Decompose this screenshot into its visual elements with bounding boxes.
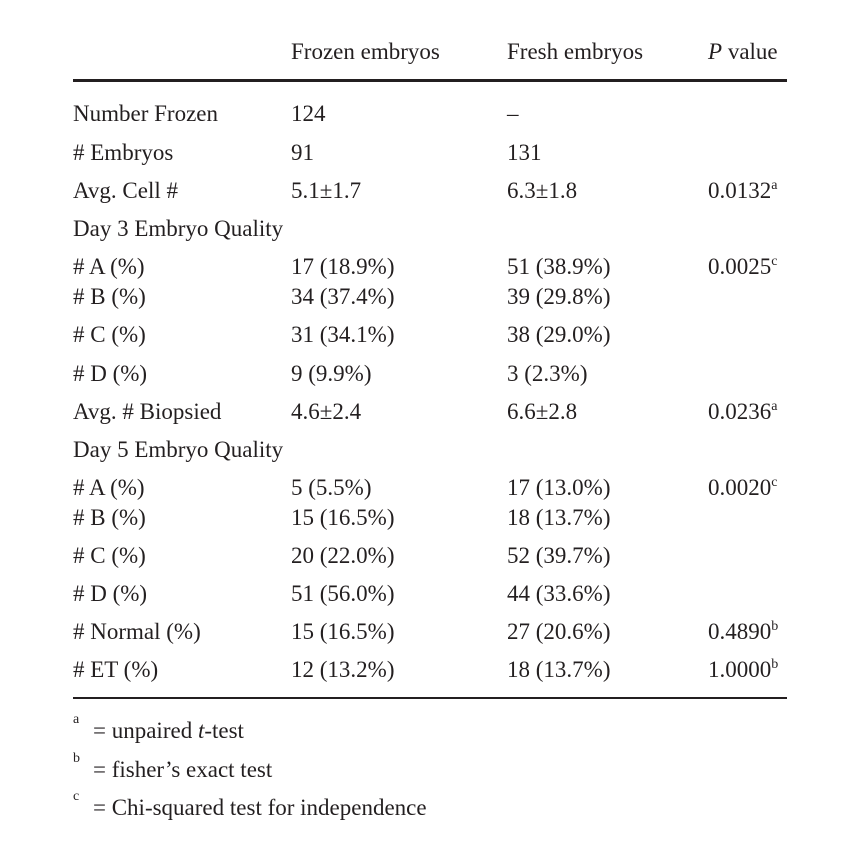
row-label: # C (%): [73, 543, 146, 568]
fresh-value: 44 (33.6%): [507, 581, 611, 606]
frozen-value: 15 (16.5%): [291, 505, 395, 530]
fresh-value: 39 (29.8%): [507, 284, 611, 309]
table-bottom-rule: [73, 697, 787, 699]
p-number: 0.0025: [708, 254, 772, 279]
p-footnote-mark: a: [771, 178, 778, 193]
frozen-value: 51 (56.0%): [291, 581, 395, 606]
frozen-value: 4.6±2.4: [291, 399, 362, 424]
fresh-value: 52 (39.7%): [507, 543, 611, 568]
fresh-value: 6.6±2.8: [507, 399, 578, 424]
header-fresh-embryos: Fresh embryos: [507, 39, 644, 64]
footnote-mark: b: [73, 751, 80, 766]
frozen-value: 91: [291, 140, 314, 165]
fresh-value: 6.3±1.8: [507, 178, 578, 203]
frozen-value: 5.1±1.7: [291, 178, 362, 203]
frozen-value: 12 (13.2%): [291, 657, 395, 682]
frozen-value: 124: [291, 101, 326, 126]
fresh-value: 17 (13.0%): [507, 475, 611, 500]
footnote-mark: a: [73, 712, 80, 727]
p-value: [708, 658, 778, 681]
p-value: [708, 620, 778, 643]
frozen-value: 5 (5.5%): [291, 475, 372, 500]
p-number: 0.0020: [708, 475, 772, 500]
p-value: [708, 255, 777, 278]
footnote-text-post: -test: [204, 718, 244, 743]
frozen-value: 20 (22.0%): [291, 543, 395, 568]
frozen-value: 31 (34.1%): [291, 322, 395, 347]
row-label: # C (%): [73, 322, 146, 347]
p-footnote-mark: c: [771, 475, 778, 490]
p-value: [708, 476, 777, 499]
row-label: # D (%): [73, 361, 148, 386]
fresh-value: 38 (29.0%): [507, 322, 611, 347]
row-label: # A (%): [73, 475, 145, 500]
p-footnote-mark: b: [771, 657, 779, 672]
header-frozen-embryos: Frozen embryos: [291, 39, 440, 64]
fresh-value: 3 (2.3%): [507, 361, 588, 386]
section-heading: Day 5 Embryo Quality: [73, 437, 284, 462]
fresh-value: 51 (38.9%): [507, 254, 611, 279]
p-number: 0.0236: [708, 399, 772, 424]
row-label: # D (%): [73, 581, 148, 606]
footnote-text: = Chi-squared test for independence: [93, 795, 427, 820]
fresh-value: 131: [507, 140, 542, 165]
p-footnote-mark: b: [771, 619, 779, 634]
footnote-mark: c: [73, 789, 80, 804]
row-label: # Normal (%): [73, 619, 201, 644]
footnote-text-pre: = unpaired: [93, 718, 198, 743]
fresh-value: –: [507, 101, 519, 126]
header-p-italic: P: [708, 39, 723, 64]
row-label: # ET (%): [73, 657, 159, 682]
row-label: Avg. Cell #: [73, 178, 178, 203]
header-p-rest: value: [722, 39, 778, 64]
p-number: 1.0000: [708, 657, 772, 682]
p-number: 0.0132: [708, 178, 772, 203]
p-value: [708, 400, 777, 423]
header-p-value: [708, 40, 778, 63]
row-label: # A (%): [73, 254, 145, 279]
fresh-value: 27 (20.6%): [507, 619, 611, 644]
footnote-text: = fisher’s exact test: [93, 757, 273, 782]
section-heading: Day 3 Embryo Quality: [73, 216, 284, 241]
p-footnote-mark: a: [771, 399, 778, 414]
frozen-value: 17 (18.9%): [291, 254, 395, 279]
row-label: # B (%): [73, 284, 146, 309]
row-label: Number Frozen: [73, 101, 218, 126]
p-footnote-mark: c: [771, 254, 778, 269]
row-label: # B (%): [73, 505, 146, 530]
fresh-value: 18 (13.7%): [507, 505, 611, 530]
header-rule: [73, 79, 787, 82]
frozen-value: 34 (37.4%): [291, 284, 395, 309]
p-value: [708, 179, 777, 202]
footnote-text: [93, 719, 244, 742]
row-label: Avg. # Biopsied: [73, 399, 222, 424]
fresh-value: 18 (13.7%): [507, 657, 611, 682]
p-number: 0.4890: [708, 619, 772, 644]
footnote-text-italic: t: [197, 718, 205, 743]
frozen-value: 15 (16.5%): [291, 619, 395, 644]
frozen-value: 9 (9.9%): [291, 361, 372, 386]
row-label: # Embryos: [73, 140, 174, 165]
